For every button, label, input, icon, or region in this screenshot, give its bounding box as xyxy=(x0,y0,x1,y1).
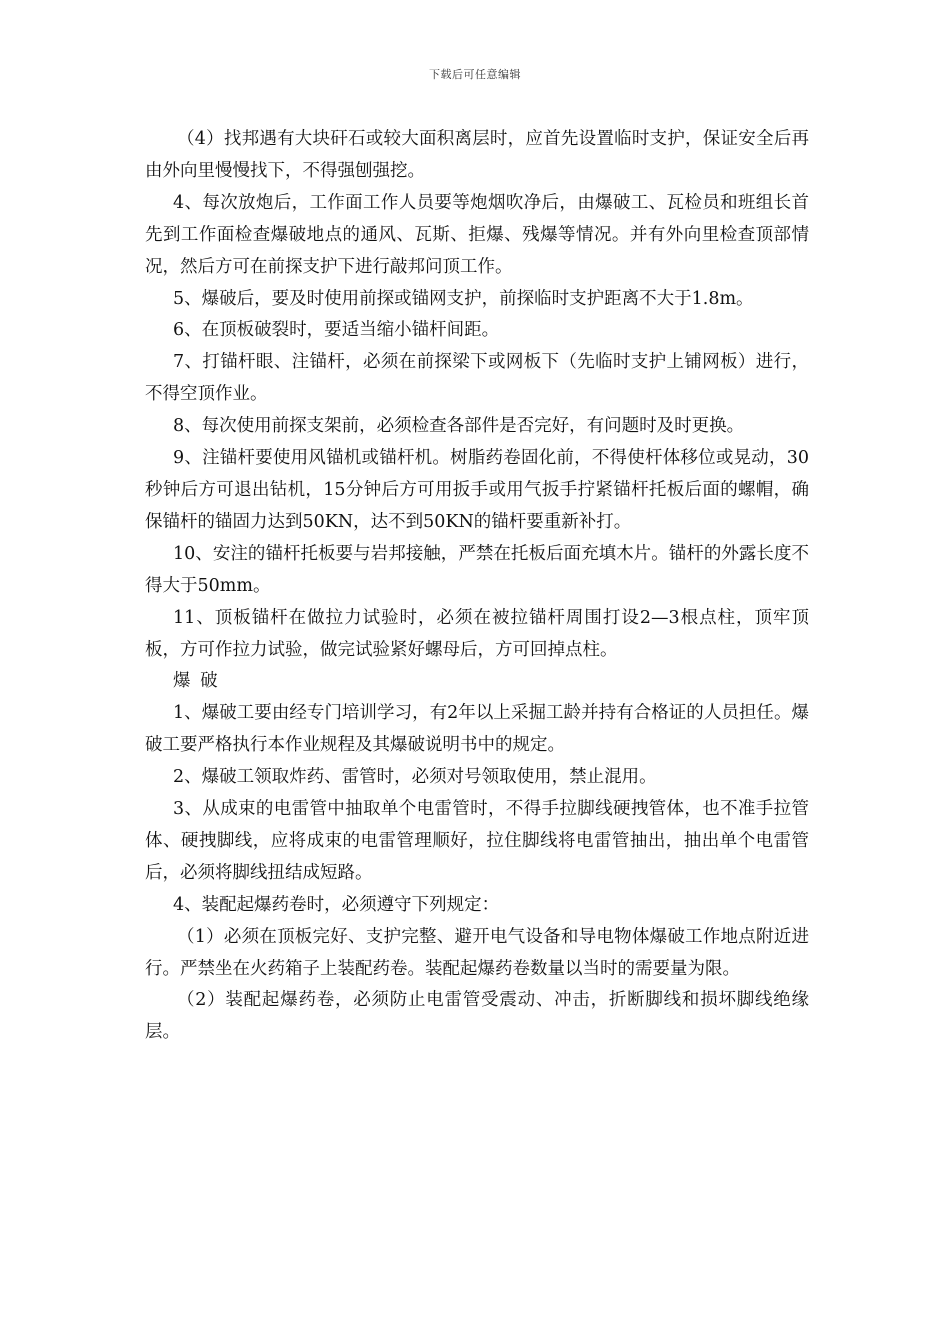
paragraph: 9、注锚杆要使用风锚机或锚杆机。树脂药卷固化前，不得使杆体移位或晃动，30秒钟后方可退出钻机，15分钟后方可用扳手或用气扳手拧紧锚杆托板后面的螺帽，确保锚杆的锚固力达到50KN，达不到50KN的锚杆要重新补打。 xyxy=(145,448,809,532)
paragraph: 1、爆破工要由经专门培训学习，有2年以上采掘工龄并持有合格证的人员担任。爆破工要严格执行本作业规程及其爆破说明书中的规定。 xyxy=(145,703,809,756)
document-body xyxy=(145,124,809,1049)
paragraph: 5、爆破后，要及时使用前探或锚网支护，前探临时支护距离不大于1.8m。 xyxy=(173,288,754,309)
paragraph: 8、每次使用前探支架前，必须检查各部件是否完好，有问题时及时更换。 xyxy=(173,416,745,437)
paragraph: 4、每次放炮后，工作面工作人员要等炮烟吹净后，由爆破工、瓦检员和班组长首先到工作面检查爆破地点的通风、瓦斯、拒爆、残爆等情况。并有外向里检查顶部情况，然后方可在前探支护下进行敲邦问顶工作。 xyxy=(145,192,809,277)
paragraph: （2）装配起爆药卷，必须防止电雷管受震动、冲击，折断脚线和损坏脚线绝缘层。 xyxy=(145,990,809,1043)
paragraph: （1）必须在顶板完好、支护完整、避开电气设备和导电物体爆破工作地点附近进行。严禁坐在火药箱子上装配药卷。装配起爆药卷数量以当时的需要量为限。 xyxy=(145,926,809,979)
paragraph: 4、装配起爆药卷时，必须遵守下列规定： xyxy=(173,894,500,915)
paragraph: 3、从成束的电雷管中抽取单个电雷管时，不得手拉脚线硬拽管体，也不准手拉管体、硬拽脚线，应将成束的电雷管理顺好，拉住脚线将电雷管抽出，抽出单个电雷管后，必须将脚线扭结成短路。 xyxy=(145,799,809,883)
paragraph: 2、爆破工领取炸药、雷管时，必须对号领取使用，禁止混用。 xyxy=(173,767,657,788)
paragraph: 11、顶板锚杆在做拉力试验时，必须在被拉锚杆周围打设2—3根点柱，顶牢顶板，方可作拉力试验，做完试验紧好螺母后，方可回掉点柱。 xyxy=(145,607,809,660)
paragraph: 10、安注的锚杆托板要与岩邦接触，严禁在托板后面充填木片。锚杆的外露长度不得大于50mm。 xyxy=(145,543,809,596)
page-header: 下载后可任意编辑 xyxy=(429,68,521,81)
paragraph: 7、打锚杆眼、注锚杆，必须在前探梁下或网板下（先临时支护上铺网板）进行，不得空顶作业。 xyxy=(145,352,809,405)
paragraph: 6、在顶板破裂时，要适当缩小锚杆间距。 xyxy=(173,320,500,341)
paragraph: （4）找邦遇有大块矸石或较大面积离层时，应首先设置临时支护，保证安全后再由外向里慢慢找下，不得强刨强挖。 xyxy=(145,129,809,181)
section-heading: 爆 破 xyxy=(173,671,220,692)
